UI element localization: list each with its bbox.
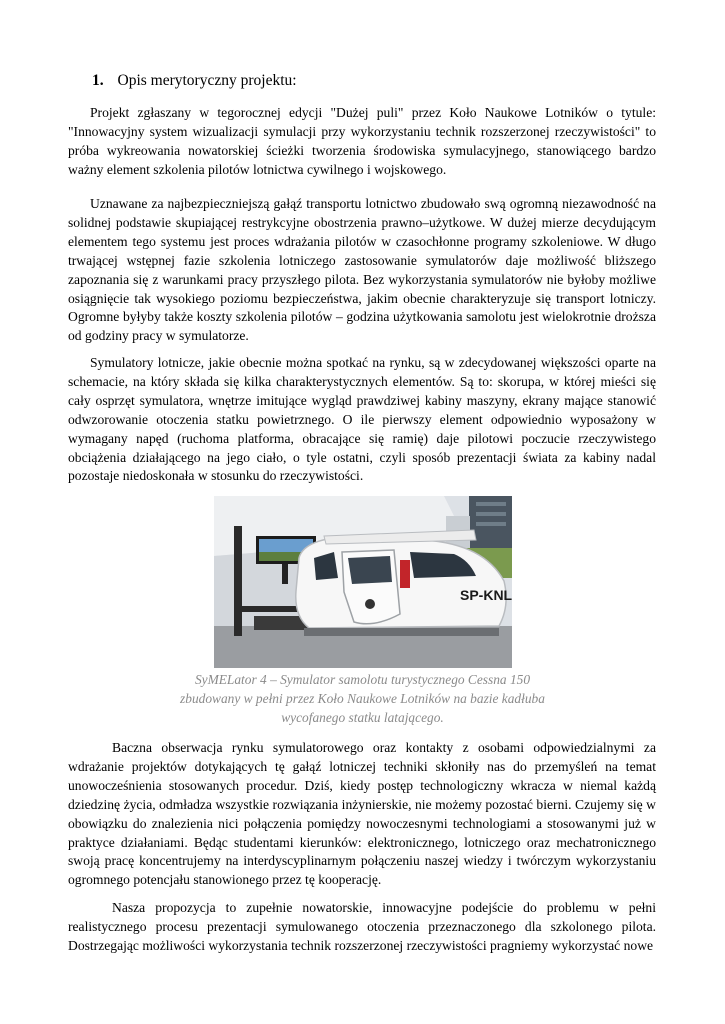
paragraph-safety: Uznawane za najbezpieczniejszą gałąź transportu lotnictwo zbudowało swą ogromną niezawodność na solidnej podstawie skupiającej restrykcyjne obostrzenia prawno–użytkowe. W dużej mierze decydującym elementem tego systemu jest proces wdrażania pilotów w czasochłonne programy szkoleniowe. W długo trwającej wstępnej fazie szkolenia lotniczego zastosowanie symulatorów daje możliwość bliższego zapoznania się z warunkami pracy przyszłego pilota. Bez wykorzystania symulatorów nie byłoby możliwe osiągnięcie tak wysokiego poziomu bezpieczeństwa, jakim obecnie charakteryzuje się transport lotniczy. Ogromne byłyby także koszty szkolenia pilotów – godzina użytkowania samolotu jest wielokrotnie droższa od godziny pracy w symulatorze. <box>68 196 656 344</box>
paragraph-intro: Projekt zgłaszany w tegorocznej edycji "Dużej puli" przez Koło Naukowe Lotników o tytule: "Innowacyjny system wizualizacji symulacji przy wykorzystaniu technik rozszerzonej rzeczywistości" to próba wykreowania nowatorskiej ścieżki tworzenia środowiska symulacyjnego, stanowiącego bardzo ważny element szkolenia pilotów lotnictwa cywilnego i wojskowego. <box>68 105 656 177</box>
paragraph-observation: Baczna obserwacja rynku symulatorowego oraz kontakty z osobami odpowiedzialnymi za wdrażanie projektów dotykających tę gałąź lotniczej techniki skłoniły nas do przemyśleń na temat unowocześnienia stosowanych procedur. Dziś, kiedy postęp technologiczny wkracza w niemal każdą dziedzinę życia, odmładza wszystkie rozwiązania inżynierskie, nie możemy pozostać bierni. Czujemy się w obowiązku do znalezienia nici połączenia pomiędzy nowoczesnymi technologiami a stosowanymi już w praktyce działaniami. Będąc studentami kierunków: elektronicznego, lotniczego oraz mechatronicznego swoją pracę koncentrujemy na interdyscyplinarnym połączeniu naszej wiedzy i twórczym wykorzystaniu ogromnego potencjału stanowionego przez tę kooperację. <box>68 740 656 888</box>
simulator-illustration <box>214 496 512 668</box>
caption-line: zbudowany w pełni przez Koło Naukowe Lotników na bazie kadłuba <box>180 691 545 706</box>
caption-line: wycofanego statku latającego. <box>281 710 444 725</box>
section-number: 1. <box>92 72 104 89</box>
simulator-photo <box>214 496 512 668</box>
section-heading <box>92 72 297 90</box>
registration-text: SP-KNL <box>460 587 512 603</box>
section-title: Opis merytoryczny projektu: <box>117 72 297 89</box>
paragraph-simulators: Symulatory lotnicze, jakie obecnie można spotkać na rynku, są w zdecydowanej większości oparte na schemacie, na który składa się kilka charakterystycznych elementów. Są to: skorupa, w której mieści się cały osprzęt symulatora, wnętrze imitujące wygląd prawdziwej kabiny maszyny, ekrany mające stanowić odwzorowanie otoczenia statku powietrznego. O ile pierwszy element odpowiednio wyposażony w wymagany napęd (ruchoma platforma, obracające się ramię) daje pilotowi poczucie rzeczywistego obciążenia działającego na jego ciało, o tyle ostatni, czyli sposób prezentacji świata za kabiny nadal pozostaje niedoskonała w stosunku do rzeczywistości. <box>68 355 656 484</box>
figure-caption <box>140 670 585 727</box>
paragraph-proposal: Nasza propozycja to zupełnie nowatorskie, innowacyjne podejście do problemu w pełni realistycznego procesu prezentacji symulowanego otoczenia przeznaczonego dla szkolonego pilota. Dostrzegając możliwości wykorzystania technik rozszerzonej rzeczywistości pragniemy wykorzystać nowe <box>68 900 656 953</box>
caption-line: SyMELator 4 – Symulator samolotu turystycznego Cessna 150 <box>194 672 531 687</box>
